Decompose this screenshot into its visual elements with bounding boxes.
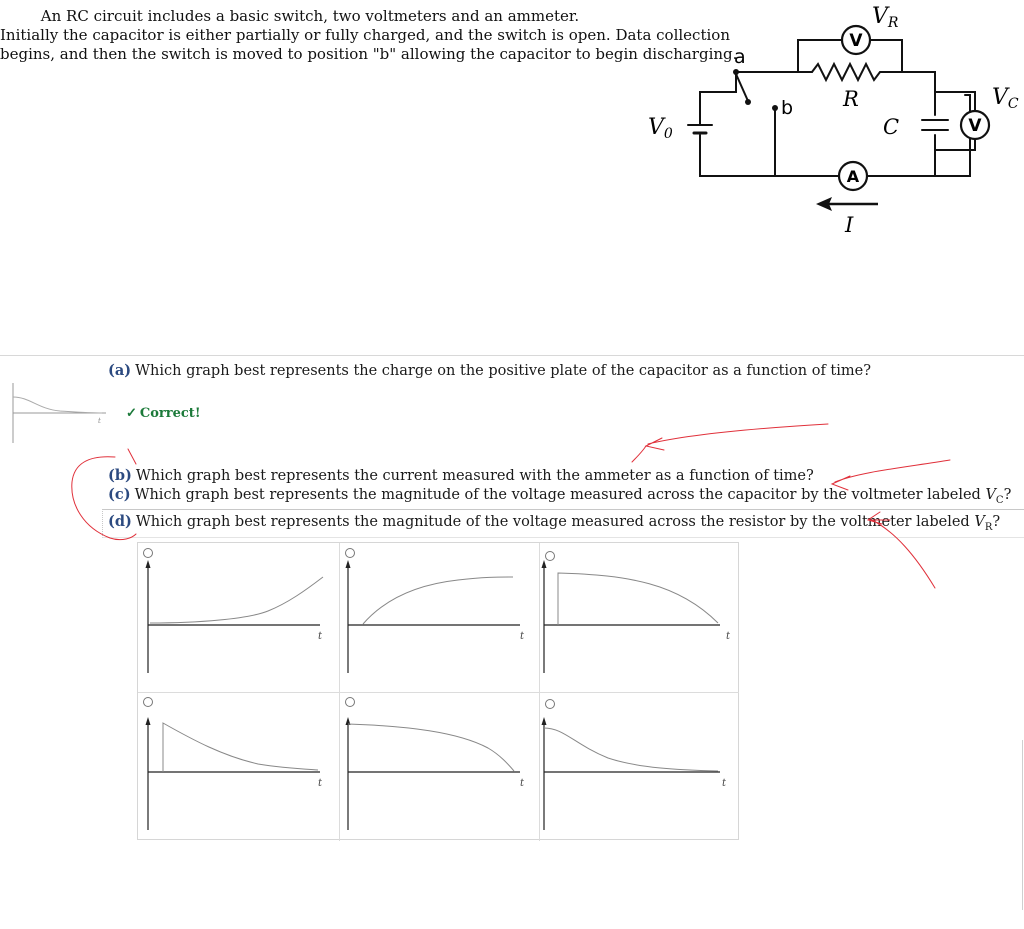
intro-line-1: An RC circuit includes a basic switch, two voltmeters and an ammeter. <box>40 7 580 25</box>
graph-option-5[interactable] <box>338 692 540 841</box>
graph-option-3[interactable] <box>538 543 739 693</box>
x-axis-label: t <box>318 778 323 789</box>
question-d-end: ? <box>992 514 1001 530</box>
label-capacitor: C <box>883 115 900 139</box>
question-d-sub: R <box>984 521 993 533</box>
checkmark-icon: ✓ <box>126 406 137 421</box>
circuit-wire <box>700 74 736 125</box>
label-switch-a: a <box>734 46 746 68</box>
question-c-text: Which graph best represents the magnitude of the voltage measured across the capacitor by the voltmeter labeled <box>134 487 986 503</box>
circuit-wire <box>908 72 935 115</box>
y-axis-arrowhead <box>346 560 351 568</box>
circuit-wire <box>870 40 908 72</box>
question-c <box>108 486 1011 506</box>
question-c-sub: C <box>995 494 1004 506</box>
graph-option-1[interactable] <box>138 543 340 693</box>
problem-intro <box>0 7 738 64</box>
curve-step-decay <box>163 723 318 772</box>
page-edge-rule <box>1022 740 1023 910</box>
question-a-label: (a) <box>108 362 132 379</box>
graph-options-grid <box>137 542 739 840</box>
graph-option-1-plot <box>138 543 338 691</box>
annotation-tick <box>128 449 136 464</box>
correct-text: Correct! <box>139 406 201 421</box>
curve-decay <box>544 728 718 771</box>
voltmeter-vr-symbol: V <box>849 31 863 51</box>
annotation-arrow-upper <box>632 424 828 462</box>
question-b <box>108 467 814 484</box>
graph-option-2-plot <box>338 543 538 691</box>
curve-rise <box>363 577 513 624</box>
question-a-text: Which graph best represents the charge on the positive plate of the capacitor as a function of time? <box>135 363 871 379</box>
label-vr: VR <box>872 4 899 31</box>
section-divider <box>0 355 1024 356</box>
graph-option-5-plot <box>338 692 538 840</box>
curve-growth <box>150 577 323 623</box>
switch-contact-a <box>733 69 739 75</box>
intro-line-2: Initially the capacitor is either partially or fully charged, and the switch is open. Data collection <box>0 26 730 44</box>
thumbnail-curve <box>13 397 102 413</box>
label-v0: V0 <box>648 115 673 142</box>
x-axis-label: t <box>722 778 727 789</box>
label-vc: VC <box>992 85 1019 112</box>
intro-line-3: begins, and then the switch is moved to position "b" allowing the capacitor to begin discharging. <box>0 45 738 63</box>
question-b-text: Which graph best represents the current measured with the ammeter as a function of time? <box>135 468 814 484</box>
question-d-var: V <box>974 514 985 530</box>
question-d <box>108 513 1000 533</box>
question-c-label: (c) <box>108 486 131 503</box>
question-a <box>108 362 871 379</box>
y-axis-arrowhead <box>542 717 547 725</box>
graph-option-2[interactable] <box>338 543 540 693</box>
question-d-label: (d) <box>108 513 132 530</box>
y-axis-arrowhead <box>542 560 547 568</box>
graph-option-4[interactable] <box>138 692 340 841</box>
curve-step-fall <box>558 573 718 625</box>
circuit-wire <box>918 95 970 176</box>
question-c-end: ? <box>1003 487 1012 503</box>
graph-option-6-plot <box>538 692 738 840</box>
correct-feedback <box>126 406 201 421</box>
label-switch-b: b <box>781 97 794 119</box>
ammeter-symbol: A <box>846 167 860 186</box>
question-d-text: Which graph best represents the magnitude of the voltage measured across the resistor by the voltmeter labeled <box>135 514 975 530</box>
switch-pivot <box>745 99 751 105</box>
resistor <box>812 64 908 80</box>
switch-blade <box>736 74 748 101</box>
question-b-label: (b) <box>108 467 132 484</box>
y-axis-arrowhead <box>146 560 151 568</box>
thumbnail-axis-label: t <box>98 417 101 425</box>
x-axis-label: t <box>318 631 323 642</box>
x-axis-label: t <box>520 778 525 789</box>
x-axis-label: t <box>520 631 525 642</box>
circuit-wire <box>738 40 842 72</box>
switch-contact-b <box>772 105 778 111</box>
label-resistor: R <box>843 87 859 111</box>
graph-option-6[interactable] <box>538 692 739 841</box>
graph-option-4-plot <box>138 692 338 840</box>
circuit-wire <box>700 135 918 176</box>
rc-circuit-diagram <box>640 0 1024 240</box>
x-axis-label: t <box>726 631 731 642</box>
question-c-var: V <box>985 487 996 503</box>
selected-graph-thumbnail <box>10 383 110 445</box>
y-axis-arrowhead <box>146 717 151 725</box>
label-current: I <box>845 213 854 237</box>
curve-flat-fall <box>348 724 514 771</box>
voltmeter-vc-symbol: V <box>968 116 982 136</box>
graph-option-3-plot <box>538 543 738 691</box>
